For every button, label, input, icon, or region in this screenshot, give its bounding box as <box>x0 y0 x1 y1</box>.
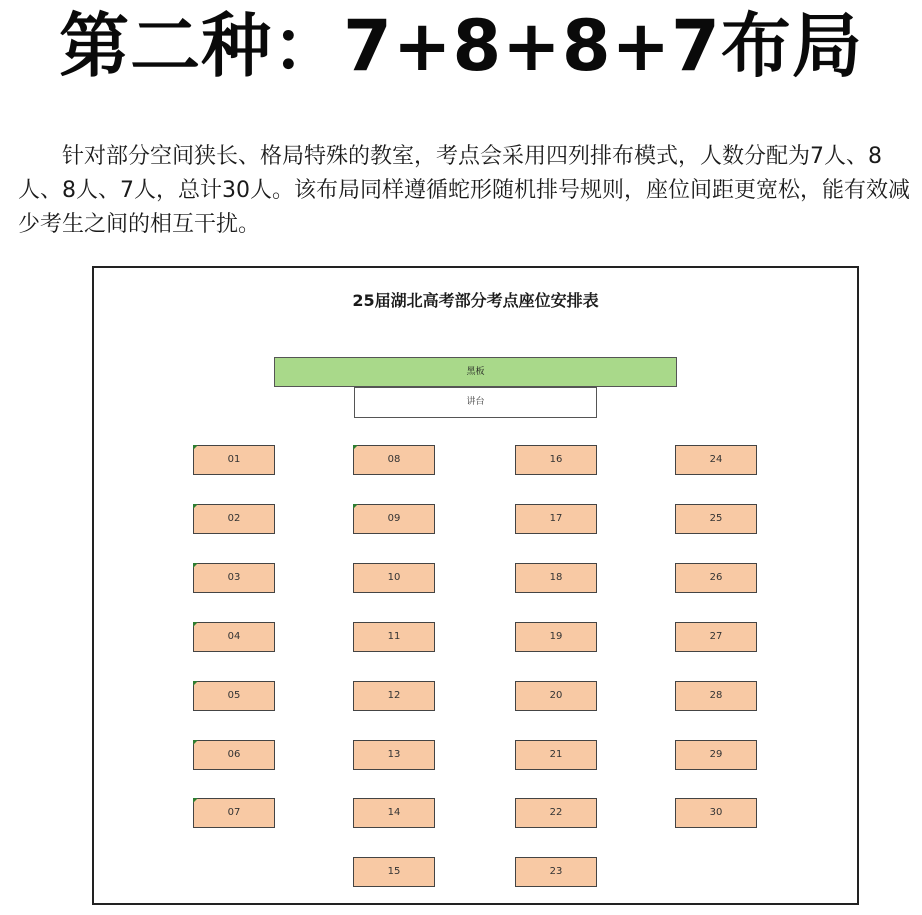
podium: 讲台 <box>354 387 597 418</box>
seat-12: 12 <box>353 681 435 711</box>
seat-28: 28 <box>675 681 757 711</box>
seat-01: 01 <box>193 445 275 475</box>
seat-21: 21 <box>515 740 597 770</box>
seat-19: 19 <box>515 622 597 652</box>
seat-30: 30 <box>675 798 757 828</box>
seat-24: 24 <box>675 445 757 475</box>
seat-26: 26 <box>675 563 757 593</box>
seat-02: 02 <box>193 504 275 534</box>
page-headline: 第二种：7+8+8+7布局 <box>59 5 863 87</box>
seat-15: 15 <box>353 857 435 887</box>
seat-09: 09 <box>353 504 435 534</box>
seat-17: 17 <box>515 504 597 534</box>
seat-06: 06 <box>193 740 275 770</box>
intro-paragraph: 针对部分空间狭长、格局特殊的教室，考点会采用四列排布模式，人数分配为7人、8人、8人、7人，总计30人。该布局同样遵循蛇形随机排号规则，座位间距更宽松，能有效减少考生之间的相互干扰。 <box>18 144 910 237</box>
seat-16: 16 <box>515 445 597 475</box>
seat-22: 22 <box>515 798 597 828</box>
seat-29: 29 <box>675 740 757 770</box>
seat-08: 08 <box>353 445 435 475</box>
seat-23: 23 <box>515 857 597 887</box>
seat-03: 03 <box>193 563 275 593</box>
seat-07: 07 <box>193 798 275 828</box>
seat-27: 27 <box>675 622 757 652</box>
seat-20: 20 <box>515 681 597 711</box>
seating-chart-title: 25届湖北高考部分考点座位安排表 <box>352 291 599 310</box>
seat-13: 13 <box>353 740 435 770</box>
seat-25: 25 <box>675 504 757 534</box>
seat-05: 05 <box>193 681 275 711</box>
seat-10: 10 <box>353 563 435 593</box>
seat-11: 11 <box>353 622 435 652</box>
seat-04: 04 <box>193 622 275 652</box>
seat-18: 18 <box>515 563 597 593</box>
seat-14: 14 <box>353 798 435 828</box>
seating-chart-frame <box>92 266 859 905</box>
blackboard: 黑板 <box>274 357 677 387</box>
